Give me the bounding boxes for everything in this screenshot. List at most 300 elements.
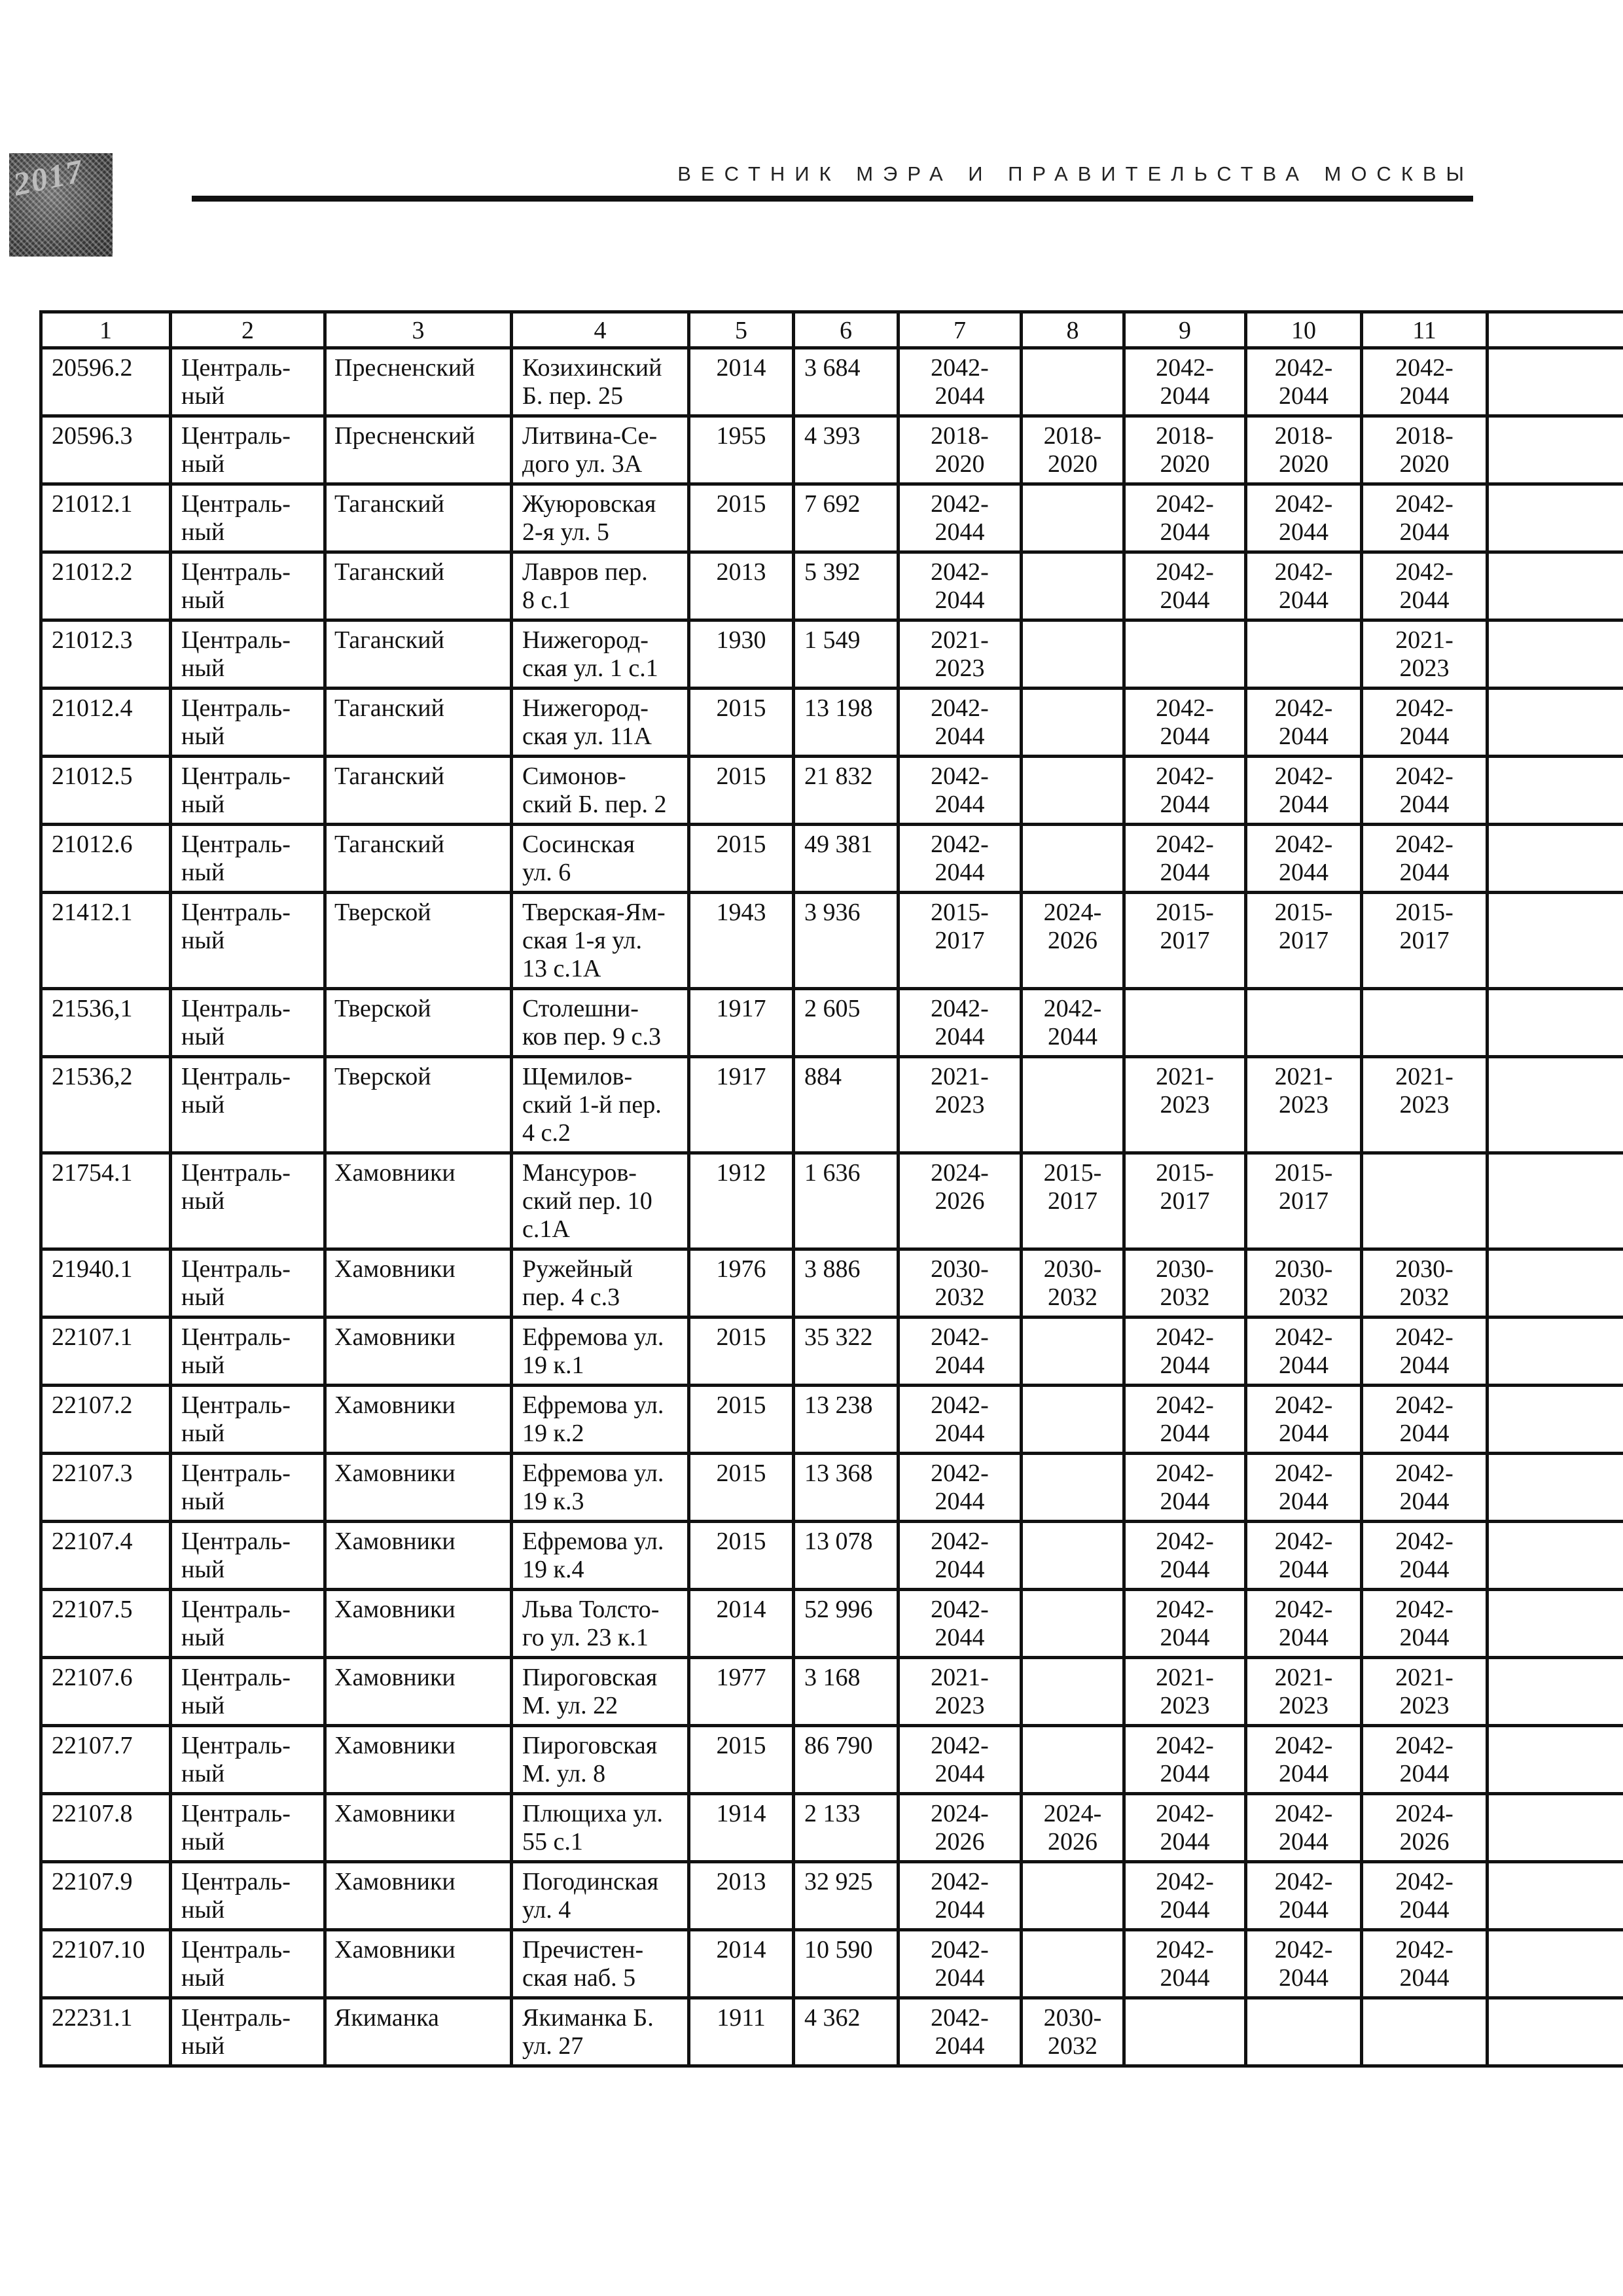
cell-area: Хамовники (325, 1930, 512, 1998)
cell-area: Хамовники (325, 1658, 512, 1726)
cell-period (1022, 1386, 1124, 1454)
cell-address: Мансуров- ский пер. 10 с.1А (512, 1153, 689, 1249)
cell-period (1022, 1454, 1124, 1522)
cell-value: 3 886 (794, 1249, 899, 1318)
cell-value: 13 198 (794, 689, 899, 757)
cell-period (1022, 1658, 1124, 1726)
cell-period (1022, 1930, 1124, 1998)
cell-area: Хамовники (325, 1386, 512, 1454)
cell-address: Симонов- ский Б. пер. 2 (512, 757, 689, 825)
cell-period: 2042- 2044 (1124, 1522, 1246, 1590)
cell-district: Централь- ный (171, 1590, 325, 1658)
cell-year: 1943 (689, 893, 794, 989)
cell-year: 1917 (689, 989, 794, 1057)
cell-address: Нижегород- ская ул. 11А (512, 689, 689, 757)
cell-period (1022, 1726, 1124, 1794)
cell-period (1246, 1998, 1362, 2066)
cell-area: Таганский (325, 757, 512, 825)
cell-address: Лавров пер. 8 с.1 (512, 552, 689, 620)
table-row (41, 1998, 1623, 2066)
cell-district: Централь- ный (171, 757, 325, 825)
cell-address: Жуюровская 2-я ул. 5 (512, 484, 689, 552)
cell-period: 2042- 2044 (1246, 552, 1362, 620)
cell-address: Нижегород- ская ул. 1 с.1 (512, 620, 689, 689)
cell-value: 3 168 (794, 1658, 899, 1726)
column-header: 7 (899, 312, 1022, 348)
cell-period: 2042- 2044 (1246, 1386, 1362, 1454)
cell-value: 13 368 (794, 1454, 899, 1522)
cell-period (1022, 552, 1124, 620)
cell-period: 2030- 2032 (1022, 1998, 1124, 2066)
table-row (41, 1318, 1623, 1386)
cell-period: 2024- 2026 (899, 1153, 1022, 1249)
cell-period: 2042- 2044 (1362, 552, 1488, 620)
cell-district: Централь- ный (171, 689, 325, 757)
table-row (41, 1658, 1623, 1726)
cell-value: 5 392 (794, 552, 899, 620)
cell-extra (1488, 348, 1623, 416)
cell-period: 2018- 2020 (1246, 416, 1362, 484)
cell-period: 2042- 2044 (1362, 1590, 1488, 1658)
cell-address: Ружейный пер. 4 с.3 (512, 1249, 689, 1318)
cell-district: Централь- ный (171, 1862, 325, 1930)
cell-period: 2042- 2044 (1246, 1930, 1362, 1998)
cell-period: 2042- 2044 (899, 989, 1022, 1057)
header-rule (192, 196, 1473, 202)
cell-year: 2015 (689, 825, 794, 893)
cell-address: Погодинская ул. 4 (512, 1862, 689, 1930)
cell-period (1022, 1862, 1124, 1930)
cell-period: 2042- 2044 (1362, 348, 1488, 416)
cell-period: 2042- 2044 (1124, 689, 1246, 757)
cell-period: 2018- 2020 (1022, 416, 1124, 484)
cell-period: 2042- 2044 (1362, 484, 1488, 552)
cell-year: 2015 (689, 1522, 794, 1590)
cell-district: Централь- ный (171, 1930, 325, 1998)
cell-period (1362, 989, 1488, 1057)
cell-period: 2042- 2044 (899, 1590, 1022, 1658)
cell-period: 2042- 2044 (1246, 1318, 1362, 1386)
cell-district: Централь- ный (171, 1726, 325, 1794)
cell-district: Централь- ный (171, 1318, 325, 1386)
cell-period: 2030- 2032 (1022, 1249, 1124, 1318)
table-row (41, 1930, 1623, 1998)
cell-period: 2042- 2044 (1362, 825, 1488, 893)
cell-period: 2021- 2023 (1246, 1057, 1362, 1153)
cell-address: Щемилов- ский 1-й пер. 4 с.2 (512, 1057, 689, 1153)
cell-period: 2042- 2044 (1124, 552, 1246, 620)
cell-period (1124, 1998, 1246, 2066)
cell-extra (1488, 989, 1623, 1057)
cell-id: 22107.1 (41, 1318, 171, 1386)
cell-district: Централь- ный (171, 1153, 325, 1249)
cell-period: 2042- 2044 (1362, 1318, 1488, 1386)
cell-period: 2021- 2023 (899, 1057, 1022, 1153)
cell-extra (1488, 1318, 1623, 1386)
cell-extra (1488, 552, 1623, 620)
cell-period (1124, 620, 1246, 689)
cell-period: 2042- 2044 (1362, 689, 1488, 757)
cell-period: 2042- 2044 (1246, 825, 1362, 893)
cell-area: Таганский (325, 689, 512, 757)
cell-id: 22107.5 (41, 1590, 171, 1658)
table-row (41, 1726, 1623, 1794)
cell-address: Ефремова ул. 19 к.1 (512, 1318, 689, 1386)
column-header: 1 (41, 312, 171, 348)
cell-district: Централь- ный (171, 1794, 325, 1862)
cell-extra (1488, 416, 1623, 484)
cell-extra (1488, 757, 1623, 825)
cell-district: Централь- ный (171, 484, 325, 552)
cell-period: 2024- 2026 (1022, 893, 1124, 989)
cell-period: 2030- 2032 (1124, 1249, 1246, 1318)
cell-extra (1488, 1153, 1623, 1249)
cell-address: Пречистен- ская наб. 5 (512, 1930, 689, 1998)
table-row (41, 1862, 1623, 1930)
cell-id: 21940.1 (41, 1249, 171, 1318)
cell-period: 2042- 2044 (899, 484, 1022, 552)
cell-id: 21536,2 (41, 1057, 171, 1153)
column-header: 8 (1022, 312, 1124, 348)
cell-address: Ефремова ул. 19 к.2 (512, 1386, 689, 1454)
cell-extra (1488, 825, 1623, 893)
cell-id: 22107.10 (41, 1930, 171, 1998)
cell-year: 2015 (689, 757, 794, 825)
cell-extra (1488, 620, 1623, 689)
cell-year: 2014 (689, 1930, 794, 1998)
cell-extra (1488, 1522, 1623, 1590)
cell-address: Литвина-Се- дого ул. 3А (512, 416, 689, 484)
cell-extra (1488, 1386, 1623, 1454)
cell-id: 21012.1 (41, 484, 171, 552)
cell-district: Централь- ный (171, 620, 325, 689)
column-header: 4 (512, 312, 689, 348)
cell-period: 2015- 2017 (1362, 893, 1488, 989)
cell-period: 2042- 2044 (1124, 1454, 1246, 1522)
cell-period: 2042- 2044 (899, 825, 1022, 893)
cell-year: 1917 (689, 1057, 794, 1153)
column-header: 6 (794, 312, 899, 348)
cell-id: 22107.2 (41, 1386, 171, 1454)
table-row (41, 893, 1623, 989)
cell-period: 2015- 2017 (1246, 893, 1362, 989)
cell-extra (1488, 1862, 1623, 1930)
cell-id: 22107.3 (41, 1454, 171, 1522)
cell-period: 2042- 2044 (1246, 348, 1362, 416)
cell-id: 21412.1 (41, 893, 171, 989)
cell-period: 2042- 2044 (1124, 1386, 1246, 1454)
cell-period: 2042- 2044 (1246, 1726, 1362, 1794)
cell-id: 22107.9 (41, 1862, 171, 1930)
cell-extra (1488, 1998, 1623, 2066)
cell-year: 2015 (689, 1386, 794, 1454)
table-row (41, 1522, 1623, 1590)
column-header (1488, 312, 1623, 348)
cell-period: 2042- 2044 (1124, 825, 1246, 893)
table-row (41, 1794, 1623, 1862)
cell-period: 2018- 2020 (1124, 416, 1246, 484)
cell-id: 22231.1 (41, 1998, 171, 2066)
cell-period: 2042- 2044 (899, 1998, 1022, 2066)
cell-period: 2030- 2032 (1246, 1249, 1362, 1318)
cell-id: 21754.1 (41, 1153, 171, 1249)
column-header: 2 (171, 312, 325, 348)
cell-period: 2015- 2017 (1124, 893, 1246, 989)
cell-value: 35 322 (794, 1318, 899, 1386)
cell-year: 1930 (689, 620, 794, 689)
cell-area: Тверской (325, 989, 512, 1057)
cell-area: Хамовники (325, 1726, 512, 1794)
cell-extra (1488, 1057, 1623, 1153)
cell-period: 2021- 2023 (1124, 1057, 1246, 1153)
cell-area: Таганский (325, 825, 512, 893)
cell-year: 2014 (689, 348, 794, 416)
cell-id: 22107.7 (41, 1726, 171, 1794)
cell-period: 2042- 2044 (1362, 1386, 1488, 1454)
column-header: 5 (689, 312, 794, 348)
cell-year: 2015 (689, 1454, 794, 1522)
cell-period (1022, 1590, 1124, 1658)
cell-address: Пироговская М. ул. 8 (512, 1726, 689, 1794)
cell-area: Якиманка (325, 1998, 512, 2066)
cell-period: 2021- 2023 (899, 1658, 1022, 1726)
cell-period: 2015- 2017 (1246, 1153, 1362, 1249)
cell-period: 2042- 2044 (899, 552, 1022, 620)
cell-period (1022, 825, 1124, 893)
table-row (41, 1386, 1623, 1454)
cell-value: 13 238 (794, 1386, 899, 1454)
cell-period: 2015- 2017 (1022, 1153, 1124, 1249)
cell-area: Хамовники (325, 1318, 512, 1386)
table-row (41, 1454, 1623, 1522)
cell-area: Хамовники (325, 1794, 512, 1862)
cell-period: 2042- 2044 (899, 1862, 1022, 1930)
cell-address: Плющиха ул. 55 с.1 (512, 1794, 689, 1862)
cell-id: 22107.4 (41, 1522, 171, 1590)
table-header-row (41, 312, 1623, 348)
cell-period: 2042- 2044 (1124, 1862, 1246, 1930)
cell-district: Централь- ный (171, 1454, 325, 1522)
cell-area: Пресненский (325, 416, 512, 484)
cell-period (1124, 989, 1246, 1057)
cell-period: 2018- 2020 (1362, 416, 1488, 484)
cell-address: Столешни- ков пер. 9 с.3 (512, 989, 689, 1057)
table-row (41, 484, 1623, 552)
cell-value: 4 362 (794, 1998, 899, 2066)
cell-area: Хамовники (325, 1153, 512, 1249)
table-row (41, 1590, 1623, 1658)
cell-period: 2042- 2044 (1124, 348, 1246, 416)
table-row (41, 825, 1623, 893)
cell-period: 2042- 2044 (1362, 1522, 1488, 1590)
cell-area: Таганский (325, 484, 512, 552)
cell-id: 21012.4 (41, 689, 171, 757)
cell-area: Хамовники (325, 1522, 512, 1590)
cell-period: 2021- 2023 (1246, 1658, 1362, 1726)
cell-period (1022, 484, 1124, 552)
cell-id: 20596.3 (41, 416, 171, 484)
column-header: 10 (1246, 312, 1362, 348)
cell-district: Централь- ный (171, 1386, 325, 1454)
table-row (41, 1057, 1623, 1153)
cell-year: 1911 (689, 1998, 794, 2066)
cell-period: 2042- 2044 (1246, 1454, 1362, 1522)
cell-period: 2042- 2044 (899, 1930, 1022, 1998)
cell-period (1022, 620, 1124, 689)
cell-value: 4 393 (794, 416, 899, 484)
cell-period: 2042- 2044 (1362, 1862, 1488, 1930)
cell-area: Хамовники (325, 1862, 512, 1930)
cell-extra (1488, 1249, 1623, 1318)
cell-extra (1488, 1794, 1623, 1862)
cell-period: 2042- 2044 (899, 1522, 1022, 1590)
cell-area: Пресненский (325, 348, 512, 416)
cell-year: 1976 (689, 1249, 794, 1318)
cell-period: 2042- 2044 (1124, 1318, 1246, 1386)
cell-extra (1488, 689, 1623, 757)
cell-value: 13 078 (794, 1522, 899, 1590)
cell-value: 1 636 (794, 1153, 899, 1249)
cell-value: 2 605 (794, 989, 899, 1057)
cell-area: Таганский (325, 620, 512, 689)
cell-year: 2015 (689, 689, 794, 757)
cell-period: 2015- 2017 (899, 893, 1022, 989)
cell-extra (1488, 1454, 1623, 1522)
column-header: 9 (1124, 312, 1246, 348)
cell-address: Пироговская М. ул. 22 (512, 1658, 689, 1726)
table-row (41, 1153, 1623, 1249)
journal-title: ВЕСТНИК МЭРА И ПРАВИТЕЛЬСТВА МОСКВЫ (677, 162, 1474, 185)
cell-district: Централь- ный (171, 1249, 325, 1318)
cell-period (1022, 1522, 1124, 1590)
cell-period: 2042- 2044 (1246, 1522, 1362, 1590)
cell-value: 884 (794, 1057, 899, 1153)
cell-period: 2021- 2023 (1362, 1057, 1488, 1153)
cell-period: 2042- 2044 (1124, 1726, 1246, 1794)
cell-period: 2042- 2044 (899, 1386, 1022, 1454)
cell-value: 32 925 (794, 1862, 899, 1930)
cell-period (1022, 757, 1124, 825)
data-table (39, 310, 1623, 2068)
cell-id: 20596.2 (41, 348, 171, 416)
cell-period (1022, 1318, 1124, 1386)
cell-period: 2030- 2032 (1362, 1249, 1488, 1318)
cell-area: Таганский (325, 552, 512, 620)
cell-period: 2042- 2044 (1246, 1794, 1362, 1862)
cell-value: 1 549 (794, 620, 899, 689)
cell-period (1022, 689, 1124, 757)
cell-extra (1488, 1726, 1623, 1794)
cell-year: 1955 (689, 416, 794, 484)
table-row (41, 689, 1623, 757)
cell-period: 2042- 2044 (899, 1454, 1022, 1522)
cell-extra (1488, 484, 1623, 552)
cell-address: Ефремова ул. 19 к.3 (512, 1454, 689, 1522)
cell-id: 22107.6 (41, 1658, 171, 1726)
table-row (41, 757, 1623, 825)
cell-year: 2015 (689, 1318, 794, 1386)
cell-value: 3 684 (794, 348, 899, 416)
cell-year: 2015 (689, 484, 794, 552)
cell-period: 2042- 2044 (1124, 1930, 1246, 1998)
cell-period (1362, 1998, 1488, 2066)
cell-period: 2042- 2044 (899, 689, 1022, 757)
cell-period: 2042- 2044 (899, 1318, 1022, 1386)
cell-district: Централь- ный (171, 893, 325, 989)
cell-area: Тверской (325, 1057, 512, 1153)
column-header: 3 (325, 312, 512, 348)
cell-address: Сосинская ул. 6 (512, 825, 689, 893)
cell-district: Централь- ный (171, 552, 325, 620)
table-row (41, 348, 1623, 416)
cell-period: 2042- 2044 (899, 757, 1022, 825)
cell-year: 2014 (689, 1590, 794, 1658)
cell-period (1022, 348, 1124, 416)
cell-period (1246, 620, 1362, 689)
cell-period: 2021- 2023 (1362, 620, 1488, 689)
cell-year: 2013 (689, 1862, 794, 1930)
cell-period (1246, 989, 1362, 1057)
cell-extra (1488, 1930, 1623, 1998)
cell-period: 2024- 2026 (1362, 1794, 1488, 1862)
cell-period: 2021- 2023 (899, 620, 1022, 689)
cell-period: 2042- 2044 (1362, 757, 1488, 825)
cell-value: 49 381 (794, 825, 899, 893)
cell-period: 2042- 2044 (1124, 484, 1246, 552)
cell-extra (1488, 893, 1623, 989)
cell-period: 2042- 2044 (1246, 1590, 1362, 1658)
cell-value: 3 936 (794, 893, 899, 989)
cell-period: 2042- 2044 (1246, 689, 1362, 757)
cell-district: Централь- ный (171, 1658, 325, 1726)
cell-period: 2042- 2044 (1124, 1794, 1246, 1862)
cell-period: 2024- 2026 (1022, 1794, 1124, 1862)
cell-period: 2042- 2044 (1022, 989, 1124, 1057)
cell-value: 2 133 (794, 1794, 899, 1862)
cell-period: 2021- 2023 (1124, 1658, 1246, 1726)
table-row (41, 620, 1623, 689)
cell-value: 52 996 (794, 1590, 899, 1658)
cell-district: Централь- ный (171, 989, 325, 1057)
cell-district: Централь- ный (171, 1522, 325, 1590)
cell-year: 1977 (689, 1658, 794, 1726)
cell-address: Козихинский Б. пер. 25 (512, 348, 689, 416)
cell-address: Ефремова ул. 19 к.4 (512, 1522, 689, 1590)
cell-period (1362, 1153, 1488, 1249)
cell-year: 1914 (689, 1794, 794, 1862)
cell-district: Централь- ный (171, 348, 325, 416)
cell-period: 2042- 2044 (899, 1726, 1022, 1794)
cell-period: 2042- 2044 (1246, 484, 1362, 552)
cell-period: 2042- 2044 (1362, 1930, 1488, 1998)
cell-period (1022, 1057, 1124, 1153)
cell-period: 2018- 2020 (899, 416, 1022, 484)
cell-id: 21012.3 (41, 620, 171, 689)
cell-id: 22107.8 (41, 1794, 171, 1862)
logo-text: 2017 (10, 152, 87, 203)
cell-year: 2013 (689, 552, 794, 620)
cell-extra (1488, 1658, 1623, 1726)
cell-district: Централь- ный (171, 1998, 325, 2066)
cell-period: 2021- 2023 (1362, 1658, 1488, 1726)
table-row (41, 989, 1623, 1057)
cell-year: 1912 (689, 1153, 794, 1249)
cell-period: 2042- 2044 (1124, 1590, 1246, 1658)
table-row (41, 1249, 1623, 1318)
cell-period: 2042- 2044 (1246, 1862, 1362, 1930)
cell-period: 2030- 2032 (899, 1249, 1022, 1318)
cell-district: Централь- ный (171, 825, 325, 893)
